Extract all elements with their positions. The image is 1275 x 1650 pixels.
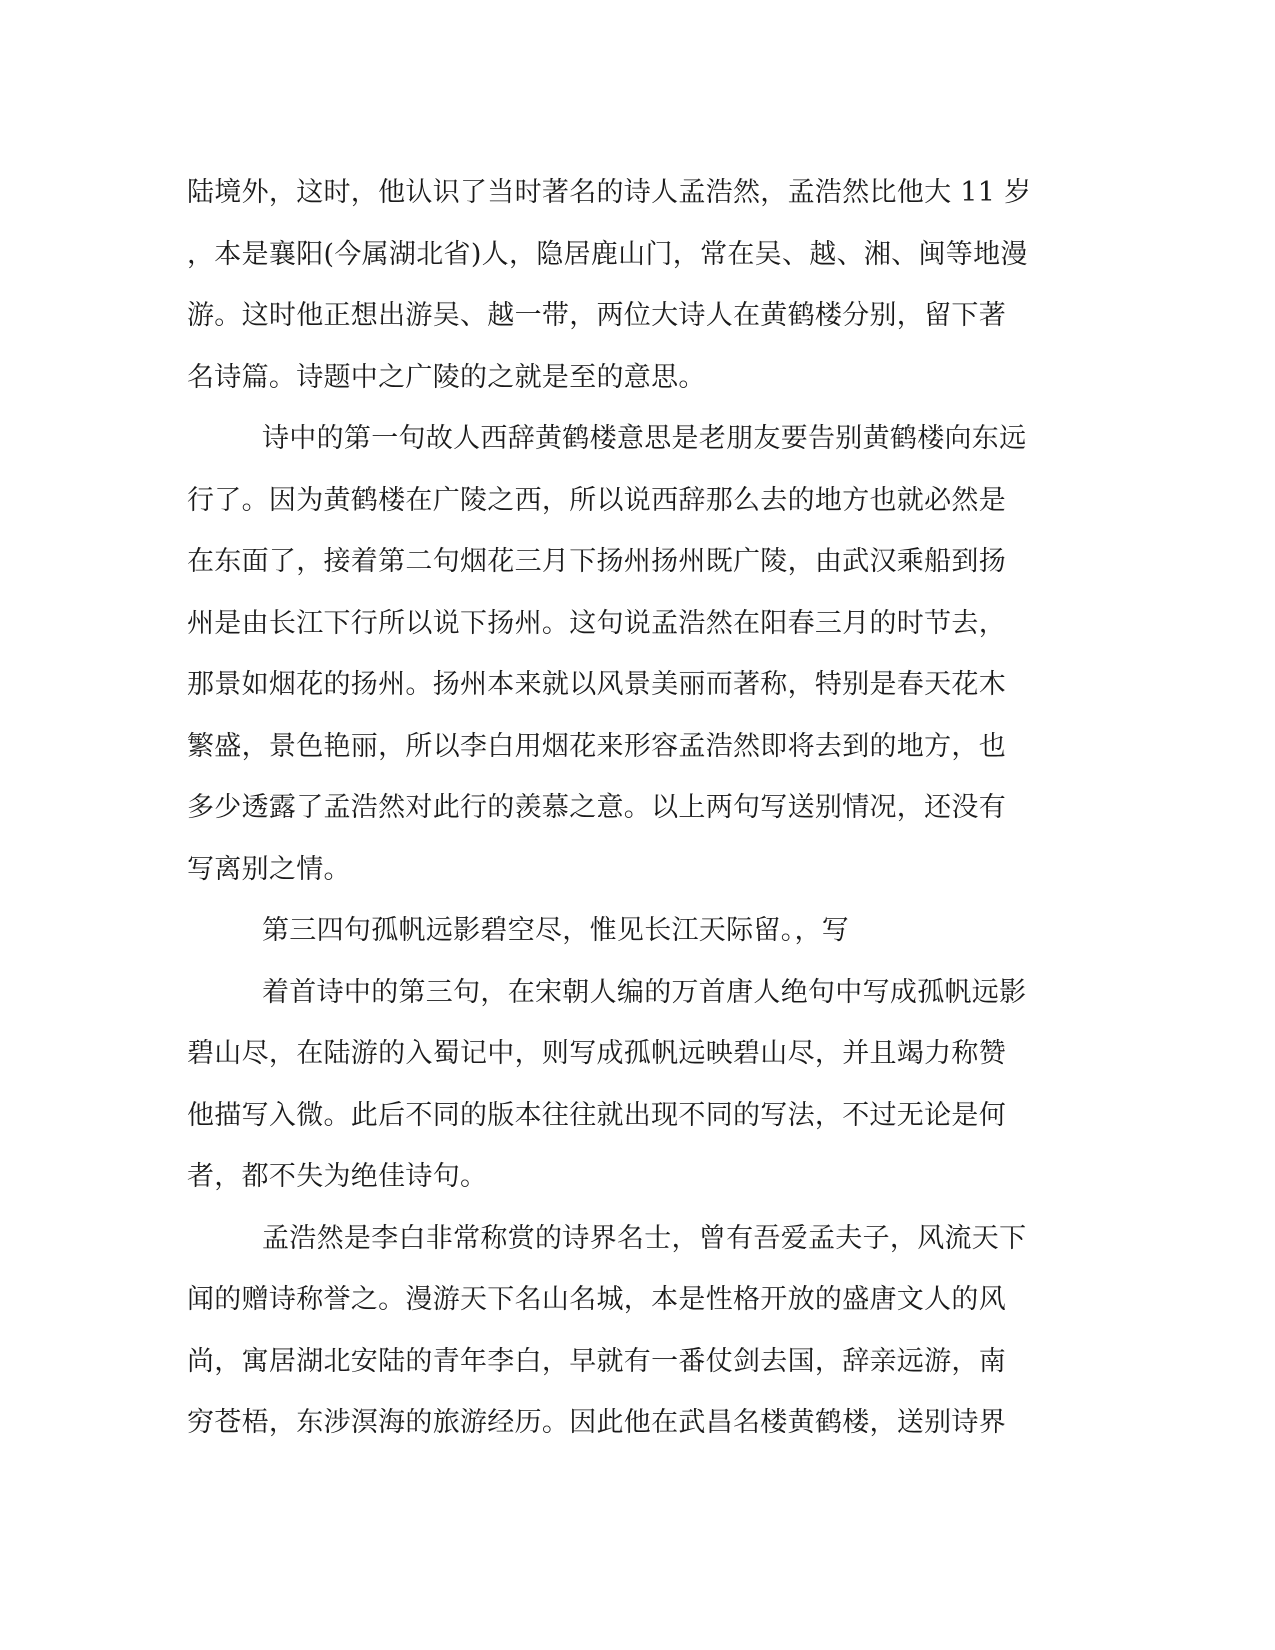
text-line: 者，都不失为绝佳诗句。 [187,1161,488,1192]
text-line: 州是由长江下行所以说下扬州。这句说孟浩然在阳春三月的时节去， [187,607,1006,639]
text-line: 闻的赠诗称誉之。漫游天下名山名城，本是性格开放的盛唐文人的风 [187,1284,1006,1315]
text-line: 他描写入微。此后不同的版本往往就出现不同的写法，不过无论是何 [187,1099,1006,1131]
text-line: 尚，寓居湖北安陆的青年李白，早就有一番仗剑去国，辞亲远游，南 [187,1345,1006,1377]
text-line: ，本是襄阳(今属湖北省)人，隐居鹿山门，常在吴、越、湘、闽等地漫 [187,238,1028,270]
text-line: 着首诗中的第三句，在宋朝人编的万首唐人绝句中写成孤帆远影 [262,976,1027,1008]
text-line: 游。这时他正想出游吴、越一带，两位大诗人在黄鹤楼分别，留下著 [187,300,1006,331]
text-line: 行了。因为黄鹤楼在广陵之西，所以说西辞那么去的地方也就必然是 [187,484,1006,516]
text-line: 第三四句孤帆远影碧空尽，惟见长江天际留。，写 [262,915,850,946]
text-line: 繁盛，景色艳丽，所以李白用烟花来形容孟浩然即将去到的地方，也 [187,730,1006,762]
text-line: 孟浩然是李白非常称赏的诗界名士，曾有吾爱孟夫子，风流天下 [262,1222,1027,1254]
body-text [187,162,1087,1454]
text-line: 陆境外，这时，他认识了当时著名的诗人孟浩然，孟浩然比他大 11 岁 [187,177,1032,208]
text-line: 写离别之情。 [187,853,351,885]
text-line: 那景如烟花的扬州。扬州本来就以风景美丽而著称，特别是春天花木 [187,669,1006,700]
text-line: 碧山尽，在陆游的入蜀记中，则写成孤帆远映碧山尽，并且竭力称赞 [187,1038,1006,1069]
text-line: 穷苍梧，东涉溟海的旅游经历。因此他在武昌名楼黄鹤楼，送别诗界 [187,1407,1006,1438]
text-line: 诗中的第一句故人西辞黄鹤楼意思是老朋友要告别黄鹤楼向东远 [262,423,1027,454]
text-line: 多少透露了孟浩然对此行的羡慕之意。以上两句写送别情况，还没有 [187,792,1006,823]
text-line: 在东面了，接着第二句烟花三月下扬州扬州既广陵，由武汉乘船到扬 [187,546,1006,577]
text-line: 名诗篇。诗题中之广陵的之就是至的意思。 [187,361,706,393]
